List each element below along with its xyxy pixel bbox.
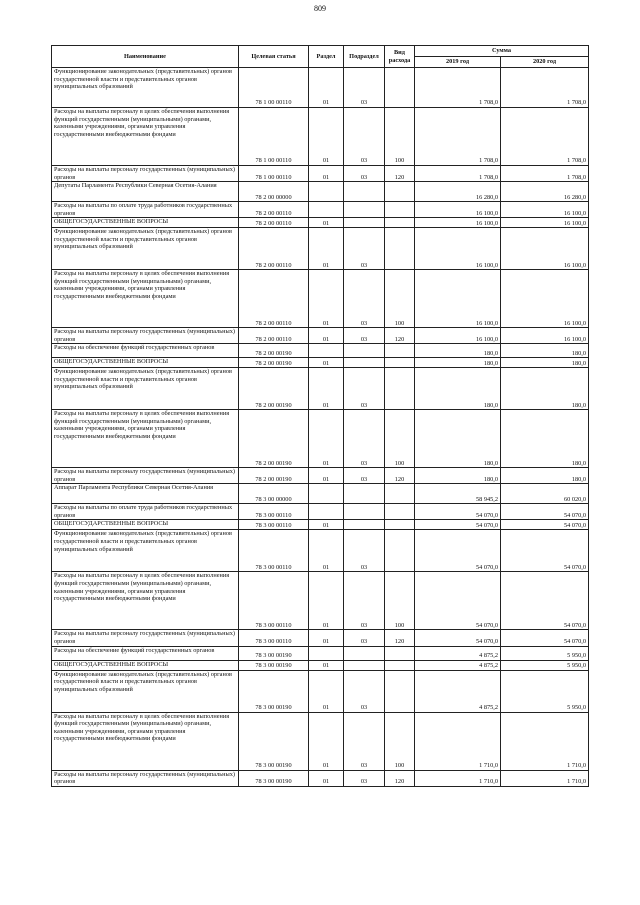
row-code-cell: 78 1 00 00110 (239, 108, 309, 166)
row-subsection-cell (344, 504, 385, 520)
row-subsection-cell: 03 (344, 166, 385, 182)
row-amount-2019-cell: 54 070,0 (415, 504, 501, 520)
row-section-cell: 01 (309, 218, 344, 228)
row-name-cell: Расходы на выплаты персоналу государственных (муниципальных) органов (52, 468, 239, 484)
row-kind-cell: 100 (385, 108, 415, 166)
row-name-cell: Депутаты Парламента Республики Северная Осетия-Алания (52, 182, 239, 202)
row-amount-2020-cell: 1 710,0 (501, 712, 589, 770)
row-amount-2020-cell: 5 950,0 (501, 660, 589, 670)
row-kind-cell (385, 202, 415, 218)
row-subsection-cell: 03 (344, 368, 385, 410)
row-name-cell: Расходы на выплаты по оплате труда работников государственных органов (52, 504, 239, 520)
row-amount-2020-cell: 54 070,0 (501, 520, 589, 530)
row-subsection-cell (344, 202, 385, 218)
row-amount-2020-cell: 16 100,0 (501, 270, 589, 328)
row-section-cell: 01 (309, 520, 344, 530)
row-subsection-cell: 03 (344, 270, 385, 328)
row-kind-cell (385, 660, 415, 670)
row-amount-2019-cell: 16 100,0 (415, 270, 501, 328)
row-section-cell: 01 (309, 572, 344, 630)
row-section-cell (309, 646, 344, 660)
row-kind-cell: 100 (385, 572, 415, 630)
row-amount-2020-cell: 180,0 (501, 358, 589, 368)
header-subsection: Подраздел (344, 46, 385, 68)
row-amount-2020-cell: 1 708,0 (501, 166, 589, 182)
table-row (52, 770, 589, 786)
row-section-cell: 01 (309, 328, 344, 344)
row-amount-2020-cell: 16 100,0 (501, 328, 589, 344)
row-section-cell: 01 (309, 670, 344, 712)
row-section-cell (309, 504, 344, 520)
row-amount-2019-cell: 54 070,0 (415, 630, 501, 646)
row-name-cell: Расходы на обеспечение функций государственных органов (52, 344, 239, 358)
row-code-cell: 78 2 00 00190 (239, 358, 309, 368)
row-section-cell: 01 (309, 468, 344, 484)
row-subsection-cell: 03 (344, 770, 385, 786)
row-code-cell: 78 1 00 00110 (239, 68, 309, 108)
row-code-cell: 78 2 00 00110 (239, 328, 309, 344)
row-subsection-cell: 03 (344, 328, 385, 344)
row-amount-2020-cell: 16 280,0 (501, 182, 589, 202)
row-code-cell: 78 3 00 00110 (239, 504, 309, 520)
row-amount-2020-cell: 1 708,0 (501, 68, 589, 108)
row-name-cell: Расходы на выплаты персоналу в целях обеспечения выполнения функций государственными (муниципальными) органами, казенными учреждениями, органами управления государственными внебюджетными фондами (52, 712, 239, 770)
row-subsection-cell: 03 (344, 630, 385, 646)
row-code-cell: 78 3 00 00190 (239, 660, 309, 670)
row-name-cell: Расходы на выплаты персоналу государственных (муниципальных) органов (52, 770, 239, 786)
table-row (52, 344, 589, 358)
table-row (52, 646, 589, 660)
table-row (52, 572, 589, 630)
table-row (52, 68, 589, 108)
row-amount-2020-cell: 180,0 (501, 410, 589, 468)
table-row (52, 504, 589, 520)
row-section-cell: 01 (309, 108, 344, 166)
table-body (52, 68, 589, 787)
table-row (52, 108, 589, 166)
row-code-cell: 78 3 00 00110 (239, 572, 309, 630)
row-name-cell: Функционирование законодательных (представительных) органов государственной власти и представительных органов муниципальных образований (52, 368, 239, 410)
row-section-cell (309, 182, 344, 202)
row-amount-2019-cell: 16 100,0 (415, 218, 501, 228)
row-amount-2019-cell: 54 070,0 (415, 520, 501, 530)
row-code-cell: 78 3 00 00000 (239, 484, 309, 504)
table-row (52, 520, 589, 530)
row-name-cell: Функционирование законодательных (представительных) органов государственной власти и представительных органов муниципальных образований (52, 670, 239, 712)
table-row (52, 670, 589, 712)
row-amount-2019-cell: 180,0 (415, 468, 501, 484)
row-section-cell: 01 (309, 166, 344, 182)
page-number: 809 (314, 4, 326, 13)
header-name: Наименование (52, 46, 239, 68)
row-subsection-cell (344, 520, 385, 530)
row-code-cell: 78 2 00 00190 (239, 368, 309, 410)
row-section-cell: 01 (309, 660, 344, 670)
row-amount-2020-cell: 1 708,0 (501, 108, 589, 166)
header-kind: Вид расхода (385, 46, 415, 68)
row-kind-cell (385, 228, 415, 270)
row-amount-2019-cell: 4 875,2 (415, 646, 501, 660)
row-code-cell: 78 2 00 00110 (239, 228, 309, 270)
row-kind-cell: 120 (385, 630, 415, 646)
row-name-cell: Расходы на обеспечение функций государственных органов (52, 646, 239, 660)
row-section-cell: 01 (309, 368, 344, 410)
row-name-cell: Расходы на выплаты персоналу в целях обеспечения выполнения функций государственными (муниципальными) органами, казенными учреждениями, органами управления государственными внебюджетными фондами (52, 410, 239, 468)
row-code-cell: 78 2 00 00110 (239, 270, 309, 328)
row-amount-2019-cell: 180,0 (415, 344, 501, 358)
row-amount-2019-cell: 1 710,0 (415, 770, 501, 786)
row-kind-cell: 120 (385, 770, 415, 786)
row-subsection-cell: 03 (344, 108, 385, 166)
row-amount-2020-cell: 16 100,0 (501, 218, 589, 228)
row-name-cell: Расходы на выплаты персоналу государственных (муниципальных) органов (52, 166, 239, 182)
row-subsection-cell (344, 358, 385, 368)
row-amount-2019-cell: 16 100,0 (415, 328, 501, 344)
row-code-cell: 78 3 00 00190 (239, 712, 309, 770)
budget-table (51, 45, 589, 787)
row-kind-cell (385, 344, 415, 358)
row-subsection-cell: 03 (344, 670, 385, 712)
row-amount-2020-cell: 54 070,0 (501, 572, 589, 630)
table-row (52, 182, 589, 202)
row-name-cell: Расходы на выплаты по оплате труда работников государственных органов (52, 202, 239, 218)
header-sum: Сумма (415, 46, 589, 57)
row-subsection-cell (344, 660, 385, 670)
row-kind-cell (385, 520, 415, 530)
row-code-cell: 78 3 00 00190 (239, 646, 309, 660)
row-amount-2020-cell: 54 070,0 (501, 530, 589, 572)
row-kind-cell: 120 (385, 328, 415, 344)
row-amount-2019-cell: 1 708,0 (415, 166, 501, 182)
table-row (52, 630, 589, 646)
row-code-cell: 78 3 00 00110 (239, 520, 309, 530)
row-section-cell: 01 (309, 410, 344, 468)
row-code-cell: 78 2 00 00190 (239, 410, 309, 468)
table-header (52, 46, 589, 68)
row-amount-2020-cell: 5 950,0 (501, 670, 589, 712)
row-kind-cell: 100 (385, 270, 415, 328)
row-code-cell: 78 3 00 00190 (239, 770, 309, 786)
row-subsection-cell (344, 646, 385, 660)
row-kind-cell (385, 68, 415, 108)
header-year-2020: 2020 год (501, 57, 589, 68)
row-amount-2020-cell: 16 100,0 (501, 202, 589, 218)
row-amount-2019-cell: 58 945,2 (415, 484, 501, 504)
row-amount-2019-cell: 180,0 (415, 368, 501, 410)
row-name-cell: ОБЩЕГОСУДАРСТВЕННЫЕ ВОПРОСЫ (52, 358, 239, 368)
row-kind-cell (385, 670, 415, 712)
row-name-cell: Функционирование законодательных (представительных) органов государственной власти и представительных органов муниципальных образований (52, 68, 239, 108)
row-code-cell: 78 2 00 00000 (239, 182, 309, 202)
row-section-cell: 01 (309, 228, 344, 270)
row-name-cell: Аппарат Парламента Республики Северная Осетия-Алания (52, 484, 239, 504)
table-row (52, 660, 589, 670)
table-row (52, 530, 589, 572)
row-section-cell: 01 (309, 630, 344, 646)
row-amount-2019-cell: 54 070,0 (415, 572, 501, 630)
row-subsection-cell (344, 218, 385, 228)
row-section-cell (309, 484, 344, 504)
row-kind-cell: 120 (385, 166, 415, 182)
row-amount-2020-cell: 180,0 (501, 344, 589, 358)
table-row (52, 410, 589, 468)
row-name-cell: ОБЩЕГОСУДАРСТВЕННЫЕ ВОПРОСЫ (52, 520, 239, 530)
row-amount-2020-cell: 54 070,0 (501, 630, 589, 646)
row-amount-2019-cell: 1 708,0 (415, 68, 501, 108)
table-row (52, 228, 589, 270)
row-amount-2019-cell: 1 708,0 (415, 108, 501, 166)
row-name-cell: Расходы на выплаты персоналу в целях обеспечения выполнения функций государственными (муниципальными) органами, казенными учреждениями, органами управления государственными внебюджетными фондами (52, 270, 239, 328)
row-section-cell: 01 (309, 770, 344, 786)
row-name-cell: Функционирование законодательных (представительных) органов государственной власти и представительных органов муниципальных образований (52, 228, 239, 270)
row-code-cell: 78 2 00 00110 (239, 218, 309, 228)
row-name-cell: ОБЩЕГОСУДАРСТВЕННЫЕ ВОПРОСЫ (52, 660, 239, 670)
row-kind-cell (385, 484, 415, 504)
table-row (52, 358, 589, 368)
row-name-cell: Расходы на выплаты персоналу в целях обеспечения выполнения функций государственными (муниципальными) органами, казенными учреждениями, органами управления государственными внебюджетными фондами (52, 572, 239, 630)
row-amount-2019-cell: 16 100,0 (415, 228, 501, 270)
table-row (52, 218, 589, 228)
table-row (52, 368, 589, 410)
row-section-cell: 01 (309, 270, 344, 328)
row-amount-2020-cell: 60 020,0 (501, 484, 589, 504)
row-subsection-cell: 03 (344, 712, 385, 770)
row-code-cell: 78 2 00 00190 (239, 468, 309, 484)
row-amount-2019-cell: 4 875,2 (415, 670, 501, 712)
row-amount-2019-cell: 16 100,0 (415, 202, 501, 218)
row-subsection-cell (344, 484, 385, 504)
row-code-cell: 78 2 00 00190 (239, 344, 309, 358)
row-kind-cell (385, 358, 415, 368)
row-name-cell: Расходы на выплаты персоналу в целях обеспечения выполнения функций государственными (муниципальными) органами, казенными учреждениями, органами управления государственными внебюджетными фондами (52, 108, 239, 166)
row-subsection-cell: 03 (344, 228, 385, 270)
row-name-cell: Расходы на выплаты персоналу государственных (муниципальных) органов (52, 630, 239, 646)
row-kind-cell (385, 504, 415, 520)
row-kind-cell: 100 (385, 410, 415, 468)
row-amount-2020-cell: 180,0 (501, 468, 589, 484)
row-subsection-cell (344, 182, 385, 202)
header-year-2019: 2019 год (415, 57, 501, 68)
row-name-cell: Расходы на выплаты персоналу государственных (муниципальных) органов (52, 328, 239, 344)
row-code-cell: 78 3 00 00190 (239, 670, 309, 712)
row-kind-cell (385, 646, 415, 660)
row-code-cell: 78 2 00 00110 (239, 202, 309, 218)
row-amount-2020-cell: 1 710,0 (501, 770, 589, 786)
row-amount-2020-cell: 16 100,0 (501, 228, 589, 270)
row-subsection-cell: 03 (344, 468, 385, 484)
table-row (52, 468, 589, 484)
row-subsection-cell: 03 (344, 572, 385, 630)
row-section-cell: 01 (309, 530, 344, 572)
table-row (52, 328, 589, 344)
row-amount-2019-cell: 54 070,0 (415, 530, 501, 572)
row-amount-2019-cell: 1 710,0 (415, 712, 501, 770)
row-section-cell: 01 (309, 712, 344, 770)
row-code-cell: 78 3 00 00110 (239, 530, 309, 572)
row-amount-2019-cell: 16 280,0 (415, 182, 501, 202)
row-kind-cell: 120 (385, 468, 415, 484)
table-row (52, 270, 589, 328)
row-name-cell: ОБЩЕГОСУДАРСТВЕННЫЕ ВОПРОСЫ (52, 218, 239, 228)
row-section-cell: 01 (309, 68, 344, 108)
row-code-cell: 78 1 00 00110 (239, 166, 309, 182)
row-subsection-cell: 03 (344, 410, 385, 468)
row-amount-2020-cell: 180,0 (501, 368, 589, 410)
table-row (52, 712, 589, 770)
row-name-cell: Функционирование законодательных (представительных) органов государственной власти и представительных органов муниципальных образований (52, 530, 239, 572)
row-amount-2019-cell: 4 875,2 (415, 660, 501, 670)
row-code-cell: 78 3 00 00110 (239, 630, 309, 646)
row-kind-cell: 100 (385, 712, 415, 770)
table-row (52, 484, 589, 504)
table-row (52, 166, 589, 182)
row-section-cell (309, 344, 344, 358)
header-section: Раздел (309, 46, 344, 68)
row-section-cell: 01 (309, 358, 344, 368)
row-amount-2020-cell: 54 070,0 (501, 504, 589, 520)
row-subsection-cell: 03 (344, 68, 385, 108)
row-kind-cell (385, 530, 415, 572)
row-amount-2019-cell: 180,0 (415, 358, 501, 368)
row-section-cell (309, 202, 344, 218)
row-kind-cell (385, 368, 415, 410)
table-row (52, 202, 589, 218)
row-subsection-cell: 03 (344, 530, 385, 572)
row-kind-cell (385, 218, 415, 228)
row-subsection-cell (344, 344, 385, 358)
row-kind-cell (385, 182, 415, 202)
row-amount-2019-cell: 180,0 (415, 410, 501, 468)
header-code: Целевая статья (239, 46, 309, 68)
row-amount-2020-cell: 5 950,0 (501, 646, 589, 660)
